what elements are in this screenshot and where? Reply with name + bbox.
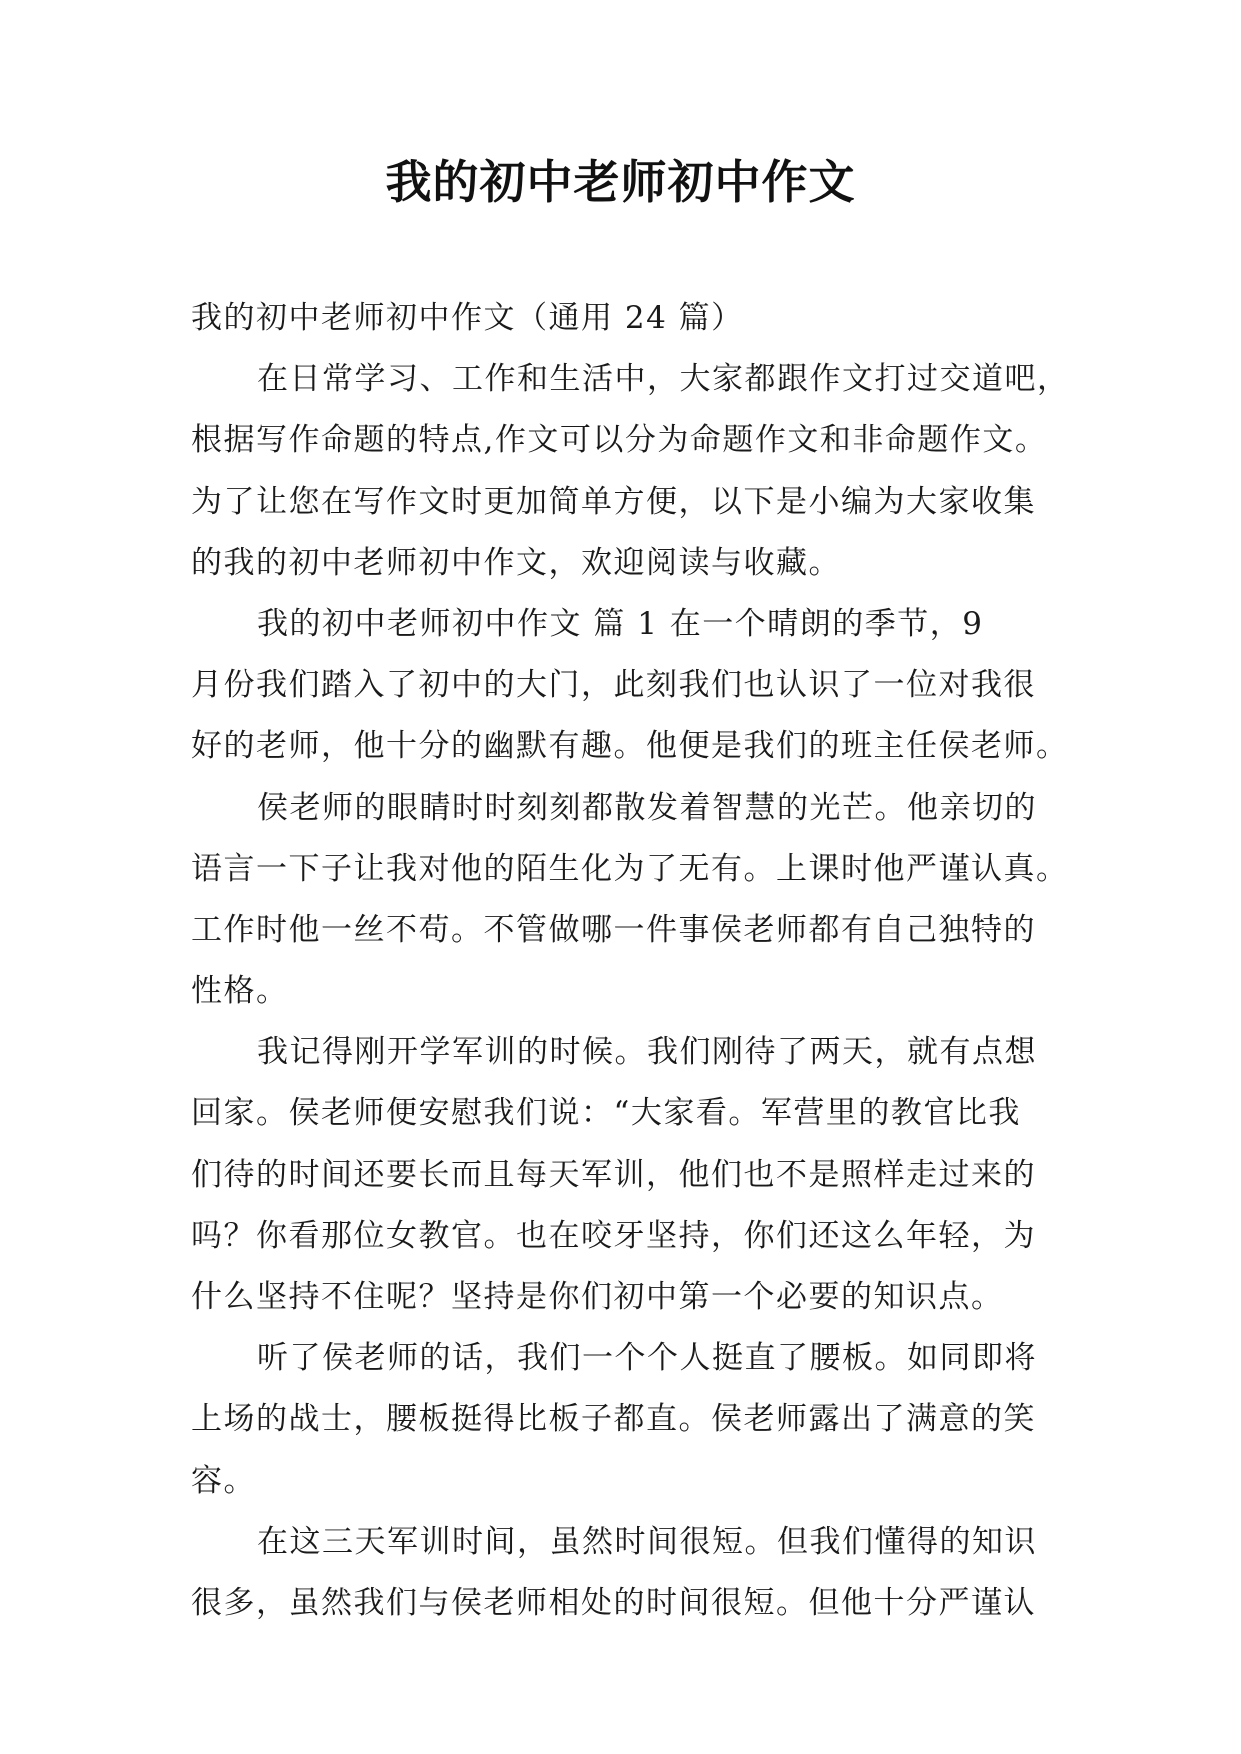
paragraph-line: 为了让您在写作文时更加简单方便，以下是小编为大家收集 (191, 483, 1036, 520)
paragraph-line: 我记得刚开学军训的时候。我们刚待了两天，就有点想 (257, 1034, 1037, 1071)
document-body (191, 288, 1070, 1634)
document-title: 我的初中老师初中作文 (385, 155, 856, 209)
paragraph-line: 什么坚持不住呢？坚持是你们初中第一个必要的知识点。 (191, 1279, 1004, 1315)
paragraph-line: 根据写作命题的特点,作文可以分为命题作文和非命题作文。 (191, 422, 1048, 459)
paragraph-line: 侯老师的眼睛时时刻刻都散发着智慧的光芒。他亲切的 (257, 789, 1037, 826)
paragraph-line: 我的初中老师初中作文 篇 1 在一个晴朗的季节，9 (257, 605, 984, 642)
paragraph-line: 在日常学习、工作和生活中，大家都跟作文打过交道吧， (257, 361, 1070, 398)
paragraph-line: 们待的时间还要长而且每天军训，他们也不是照样走过来的 (191, 1156, 1036, 1193)
paragraph-line: 吗？你看那位女教官。也在咬牙坚持，你们还这么年轻，为 (191, 1217, 1036, 1254)
paragraph-line: 工作时他一丝不苟。不管做哪一件事侯老师都有自己独特的 (191, 911, 1036, 948)
paragraph-line: 好的老师，他十分的幽默有趣。他便是我们的班主任侯老师。 (191, 728, 1069, 765)
paragraph-line: 听了侯老师的话，我们一个个人挺直了腰板。如同即将 (257, 1340, 1037, 1377)
paragraph-line: 很多，虽然我们与侯老师相处的时间很短。但他十分严谨认 (191, 1584, 1036, 1621)
paragraph-line: 语言一下子让我对他的陌生化为了无有。上课时他严谨认真。 (191, 850, 1069, 887)
paragraph-line: 在这三天军训时间，虽然时间很短。但我们懂得的知识 (257, 1523, 1037, 1560)
paragraph-line: 月份我们踏入了初中的大门，此刻我们也认识了一位对我很 (191, 667, 1036, 704)
paragraph-line: 性格。 (191, 973, 289, 1010)
paragraph-line: 的我的初中老师初中作文，欢迎阅读与收藏。 (191, 544, 841, 581)
paragraph-line: 容。 (191, 1462, 256, 1499)
paragraph-line: 上场的战士，腰板挺得比板子都直。侯老师露出了满意的笑 (191, 1401, 1036, 1438)
subtitle-line: 我的初中老师初中作文（通用 24 篇） (191, 300, 744, 336)
paragraph-line: 回家。侯老师便安慰我们说：“大家看。军营里的教官比我 (191, 1095, 1021, 1132)
